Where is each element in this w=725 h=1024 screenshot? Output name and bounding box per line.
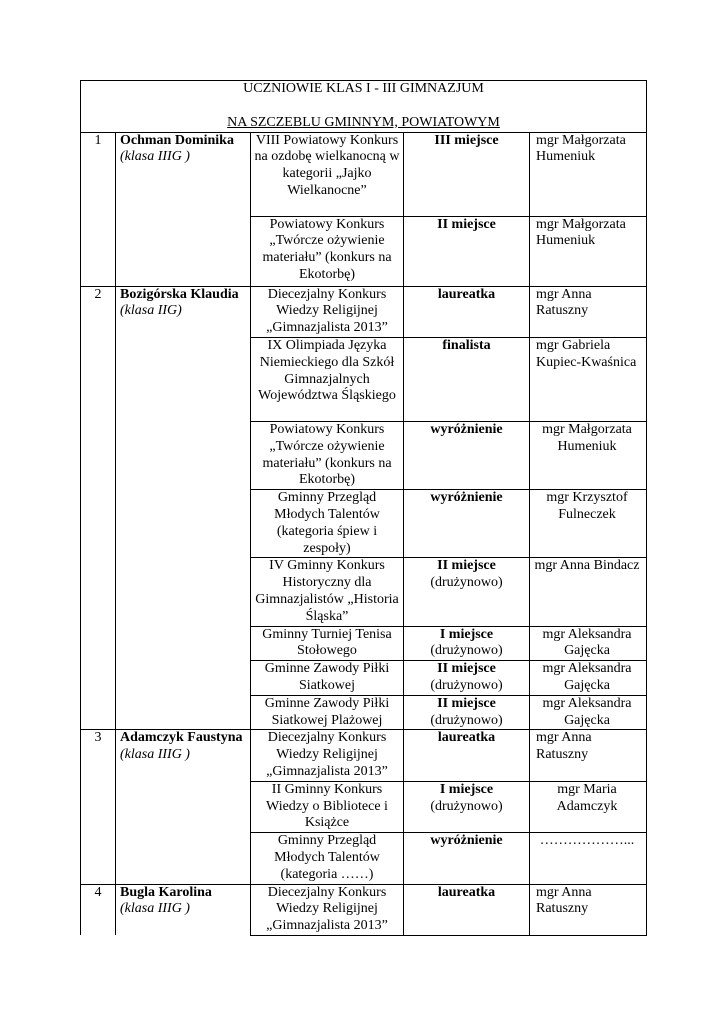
teacher-name: mgr Maria Adamczyk <box>530 781 647 832</box>
student-cell <box>116 132 251 286</box>
competition-name: IX Olimpiada Języka Niemieckiego dla Szkół Gimnazjalnych Województwa Śląskiego <box>251 337 404 421</box>
student-class: (klasa IIG) <box>120 303 182 319</box>
result-label: I miejsce <box>439 626 494 642</box>
teacher-name: mgr Małgorzata Humeniuk <box>530 216 647 286</box>
student-number: 1 <box>81 132 116 286</box>
student-name: Adamczyk Faustyna <box>120 730 243 746</box>
result-note: (drużynowo) <box>430 677 503 693</box>
result-note: (drużynowo) <box>430 798 503 814</box>
result-cell <box>404 661 530 696</box>
competition-name: Gminne Zawody Piłki Siatkowej Plażowej <box>251 695 404 730</box>
table-header-row <box>81 81 647 133</box>
result-cell <box>404 730 530 781</box>
teacher-name: mgr Anna Bindacz <box>530 558 647 626</box>
table-row <box>81 132 647 216</box>
result-note: (drużynowo) <box>430 643 503 659</box>
competition-name: Gminny Przegląd Młodych Talentów (kategoria ……) <box>251 833 404 884</box>
student-cell <box>116 286 251 730</box>
student-name: Ochman Dominika <box>120 132 234 148</box>
competition-name: II Gminny Konkurs Wiedzy o Bibliotece i Książce <box>251 781 404 832</box>
result-label: II miejsce <box>437 695 496 711</box>
competition-name: Gminne Zawody Piłki Siatkowej <box>251 661 404 696</box>
table-row <box>81 730 647 781</box>
competition-name: Diecezjalny Konkurs Wiedzy Religijnej „Gimnazjalista 2013” <box>251 884 404 935</box>
result-label: wyróżnienie <box>430 833 503 849</box>
student-cell <box>116 730 251 884</box>
student-class: (klasa IIIG ) <box>120 149 190 165</box>
teacher-name: mgr Małgorzata Humeniuk <box>530 421 647 489</box>
teacher-name: mgr Krzysztof Fulneczek <box>530 490 647 558</box>
result-cell <box>404 626 530 661</box>
table-row <box>81 884 647 935</box>
competition-name: Gminny Przegląd Młodych Talentów (kategoria śpiew i zespoły) <box>251 490 404 558</box>
result-cell <box>404 781 530 832</box>
table-header <box>81 81 647 133</box>
header-title: UCZNIOWIE KLAS I - III GIMNAZJUM <box>243 81 484 96</box>
student-number: 3 <box>81 730 116 884</box>
result-label: I miejsce <box>439 781 494 797</box>
table-row <box>81 286 647 337</box>
student-name: Bozigórska Klaudia <box>120 286 239 302</box>
result-cell <box>404 337 530 421</box>
result-label: II miejsce <box>437 216 496 232</box>
teacher-name: mgr Anna Ratuszny <box>530 286 647 337</box>
competition-name: IV Gminny Konkurs Historyczny dla Gimnazjalistów „Historia Śląska” <box>251 558 404 626</box>
result-cell <box>404 286 530 337</box>
result-cell <box>404 421 530 489</box>
teacher-name: ………………... <box>530 833 647 884</box>
result-cell <box>404 695 530 730</box>
result-label: III miejsce <box>434 132 499 148</box>
document-page <box>80 80 646 936</box>
teacher-name: mgr Anna Ratuszny <box>530 730 647 781</box>
result-cell <box>404 558 530 626</box>
competition-name: Diecezjalny Konkurs Wiedzy Religijnej „Gimnazjalista 2013” <box>251 730 404 781</box>
student-name: Bugla Karolina <box>120 884 212 900</box>
teacher-name: mgr Gabriela Kupiec-Kwaśnica <box>530 337 647 421</box>
competition-name: Gminny Turniej Tenisa Stołowego <box>251 626 404 661</box>
awards-table <box>80 80 647 936</box>
result-label: laureatka <box>437 730 496 746</box>
result-cell <box>404 132 530 216</box>
result-label: finalista <box>442 337 491 353</box>
student-class: (klasa IIIG ) <box>120 747 190 763</box>
result-note: (drużynowo) <box>430 712 503 728</box>
student-class: (klasa IIIG ) <box>120 901 190 917</box>
result-cell <box>404 490 530 558</box>
teacher-name: mgr Anna Ratuszny <box>530 884 647 935</box>
result-cell <box>404 216 530 286</box>
result-label: laureatka <box>437 286 496 302</box>
result-note: (drużynowo) <box>430 575 503 591</box>
competition-name: Powiatowy Konkurs „Twórcze ożywienie materiału” (konkurs na Ekotorbę) <box>251 216 404 286</box>
result-cell <box>404 833 530 884</box>
teacher-name: mgr Aleksandra Gajęcka <box>530 626 647 661</box>
result-label: laureatka <box>437 884 496 900</box>
result-label: II miejsce <box>437 558 496 574</box>
header-subtitle: NA SZCZEBLU GMINNYM, POWIATOWYM <box>227 114 500 130</box>
student-number: 2 <box>81 286 116 730</box>
teacher-name: mgr Aleksandra Gajęcka <box>530 661 647 696</box>
competition-name: Diecezjalny Konkurs Wiedzy Religijnej „Gimnazjalista 2013” <box>251 286 404 337</box>
result-cell <box>404 884 530 935</box>
result-label: II miejsce <box>437 661 496 677</box>
competition-name: VIII Powiatowy Konkurs na ozdobę wielkanocną w kategorii „Jajko Wielkanocne” <box>251 132 404 216</box>
student-number: 4 <box>81 884 116 935</box>
result-label: wyróżnienie <box>430 490 503 506</box>
teacher-name: mgr Małgorzata Humeniuk <box>530 132 647 216</box>
student-cell <box>116 884 251 935</box>
result-label: wyróżnienie <box>430 421 503 437</box>
competition-name: Powiatowy Konkurs „Twórcze ożywienie materiału” (konkurs na Ekotorbę) <box>251 421 404 489</box>
teacher-name: mgr Aleksandra Gajęcka <box>530 695 647 730</box>
